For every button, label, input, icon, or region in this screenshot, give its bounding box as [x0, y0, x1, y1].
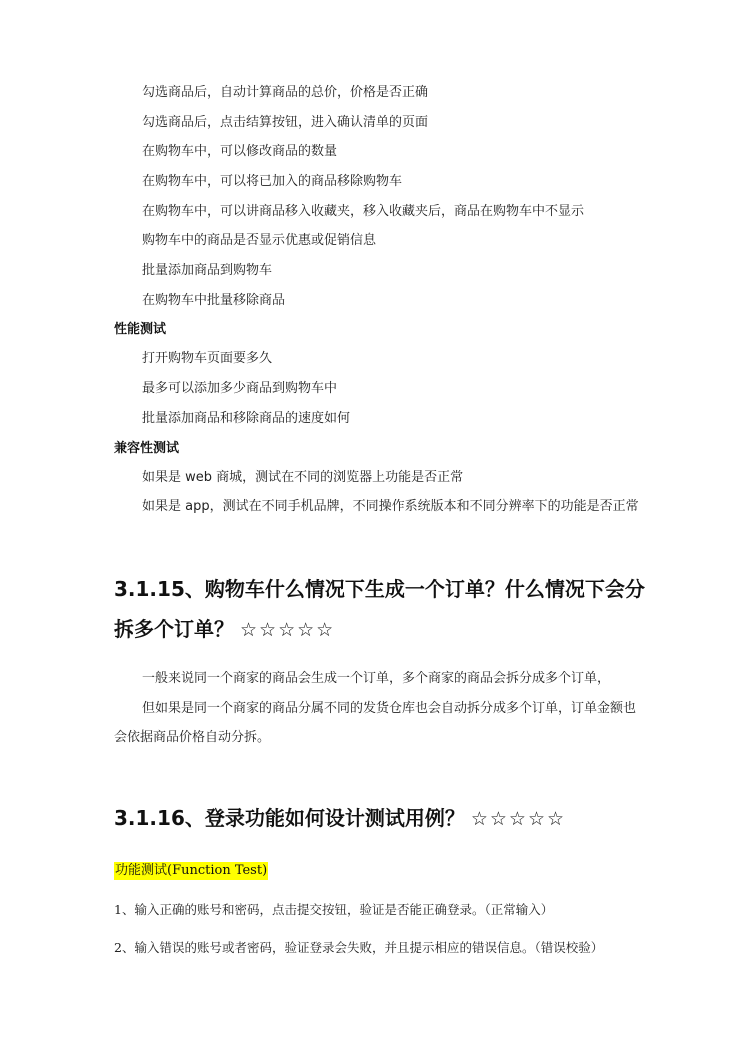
section-15-title-text: 拆多个订单？ — [114, 617, 234, 641]
functional-item-7: 批量添加商品到购物车 — [142, 263, 273, 278]
section-15-para-2-line1: 但如果是同一个商家的商品分属不同的发货仓库也会自动拆分成多个订单，订单金额也 — [142, 701, 637, 716]
section-15-para-1: 一般来说同一个商家的商品会生成一个订单，多个商家的商品会拆分成多个订单， — [142, 671, 611, 686]
performance-item-2: 最多可以添加多少商品到购物车中 — [142, 381, 338, 396]
section-15-rating-stars: ☆☆☆☆☆ — [240, 619, 336, 641]
section-15-para-2-line2: 会依据商品价格自动分拆。 — [114, 730, 271, 745]
functional-item-2: 勾选商品后，点击结算按钮，进入确认清单的页面 — [142, 115, 429, 130]
login-test-item-2: 2、输入错误的账号或者密码，验证登录会失败，并且提示相应的错误信息。（错误校验） — [114, 940, 604, 955]
functional-item-1: 勾选商品后，自动计算商品的总价，价格是否正确 — [142, 85, 429, 100]
compatibility-item-2: 如果是 app，测试在不同手机品牌，不同操作系统版本和不同分辨率下的功能是否正常 — [142, 499, 639, 514]
section-16-title-text: 3.1.16、登录功能如何设计测试用例？ — [114, 806, 465, 830]
section-15-title-line2 — [114, 614, 335, 645]
functional-item-5: 在购物车中，可以讲商品移入收藏夹，移入收藏夹后，商品在购物车中不显示 — [142, 204, 585, 219]
function-test-label: 功能测试(Function Test) — [115, 863, 268, 878]
functional-item-3: 在购物车中，可以修改商品的数量 — [142, 144, 338, 159]
performance-heading: 性能测试 — [114, 322, 167, 337]
section-16-title — [114, 803, 566, 834]
section-16-rating-stars: ☆☆☆☆☆ — [470, 808, 567, 830]
section-15-title-line1: 3.1.15、购物车什么情况下生成一个订单？什么情况下会分 — [114, 577, 645, 601]
compatibility-item-1: 如果是 web 商城，测试在不同的浏览器上功能是否正常 — [142, 470, 464, 485]
functional-item-8: 在购物车中批量移除商品 — [142, 293, 286, 308]
functional-item-6: 购物车中的商品是否显示优惠或促销信息 — [142, 233, 377, 248]
performance-item-1: 打开购物车页面要多久 — [142, 351, 273, 366]
functional-item-4: 在购物车中，可以将已加入的商品移除购物车 — [142, 174, 403, 189]
login-test-item-1: 1、输入正确的账号和密码，点击提交按钮，验证是否能正确登录。（正常输入） — [114, 902, 554, 917]
compatibility-heading: 兼容性测试 — [114, 441, 180, 456]
performance-item-3: 批量添加商品和移除商品的速度如何 — [142, 411, 351, 426]
